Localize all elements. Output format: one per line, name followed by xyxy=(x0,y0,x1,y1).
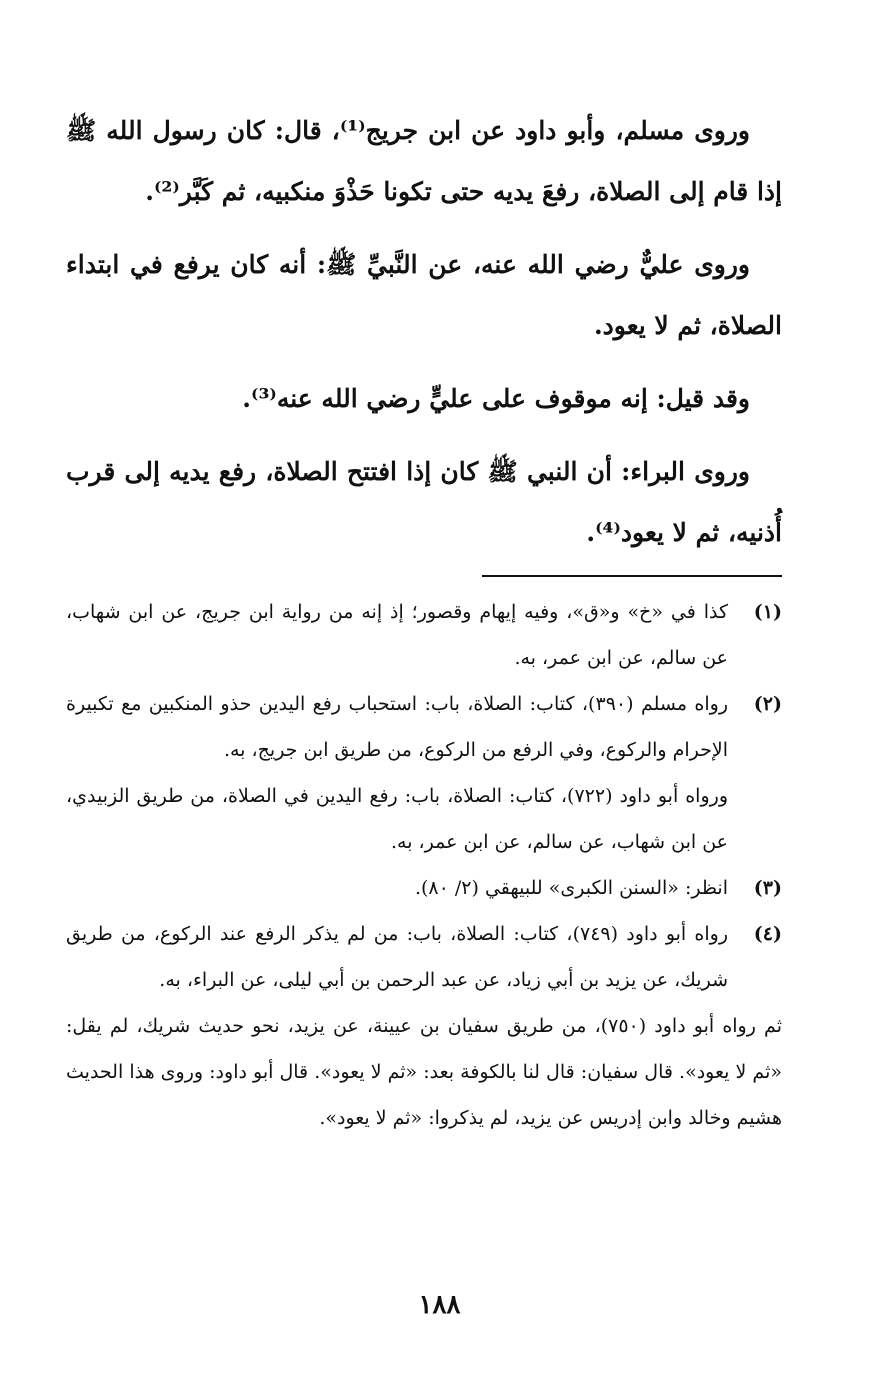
footnote-body xyxy=(66,865,728,911)
footnote-text: كذا في «خ» و«ق»، وفيه إيهام وقصور؛ إذ إنه من رواية ابن جريج، عن ابن شهاب، عن سالم، عن ابن عمر، به. xyxy=(66,601,728,669)
footnote-text: رواه مسلم (٣٩٠)، كتاب: الصلاة، باب: استحباب رفع اليدين حذو المنكبين مع تكبيرة الإحرام والركوع، وفي الرفع من الركوع، من طريق ابن جريج، به. xyxy=(66,693,728,761)
footnote-body xyxy=(66,911,728,1003)
footnote-4-continuation xyxy=(66,1003,782,1141)
main-paragraph-3: وقد قيل: إنه موقوف على عليٍّ رضي الله عنه⁽³⁾. xyxy=(242,384,750,413)
main-text xyxy=(66,100,782,563)
footnote-text: انظر: «السنن الكبرى» للبيهقي (٢/ ٨٠). xyxy=(414,877,728,899)
footnotes xyxy=(66,589,782,1141)
footnote-body xyxy=(66,589,728,681)
footnote-4 xyxy=(66,911,782,1003)
footnote-3 xyxy=(66,865,782,911)
footnote-separator xyxy=(482,575,782,577)
footnote-number: (٣) xyxy=(753,877,782,899)
footnote-body xyxy=(66,681,728,865)
page-number: ١٨٨ xyxy=(418,1290,461,1320)
footnote-text: ثم رواه أبو داود (٧٥٠)، من طريق سفيان بن عيينة، عن يزيد، نحو حديث شريك، لم يقل: «ثم لا يعود». قال سفيان: قال لنا بالكوفة بعد: «ثم لا يعود». قال أبو داود: وروى هذا الحديث هشيم وخالد وابن إدريس عن يزيد، لم يذكروا: «ثم لا يعود». xyxy=(66,1015,782,1129)
footnote-separator-wrap xyxy=(66,575,782,577)
book-page xyxy=(66,100,782,1141)
main-paragraph-4: وروى البراء: أن النبي ﷺ كان إذا افتتح الصلاة، رفع يديه إلى قرب أُذنيه، ثم لا يعود⁽⁴⁾. xyxy=(66,457,782,547)
footnote-number: (٢) xyxy=(753,693,782,715)
footnote-text: ورواه أبو داود (٧٢٢)، كتاب: الصلاة، باب: رفع اليدين في الصلاة، من طريق الزبيدي، عن ابن شهاب، عن سالم، عن ابن عمر، به. xyxy=(66,785,728,853)
footnote-2 xyxy=(66,681,782,865)
main-paragraph-1: وروى مسلم، وأبو داود عن ابن جريج⁽¹⁾، قال: كان رسول الله ﷺ إذا قام إلى الصلاة، رفعَ يديه حتى تكونا حَذْوَ منكبيه، ثم كَبَّر⁽²⁾. xyxy=(66,116,782,206)
footnote-1 xyxy=(66,589,782,681)
footnote-number: (١) xyxy=(753,601,782,623)
main-paragraph-2: وروى عليٌّ رضي الله عنه، عن النَّبيِّ ﷺ: أنه كان يرفع في ابتداء الصلاة، ثم لا يعود. xyxy=(66,250,782,340)
footnote-text: رواه أبو داود (٧٤٩)، كتاب: الصلاة، باب: من لم يذكر الرفع عند الركوع، من طريق شريك، عن يزيد بن أبي زياد، عن عبد الرحمن بن أبي ليلى، عن البراء، به. xyxy=(66,923,728,991)
footnote-number: (٤) xyxy=(753,923,782,945)
